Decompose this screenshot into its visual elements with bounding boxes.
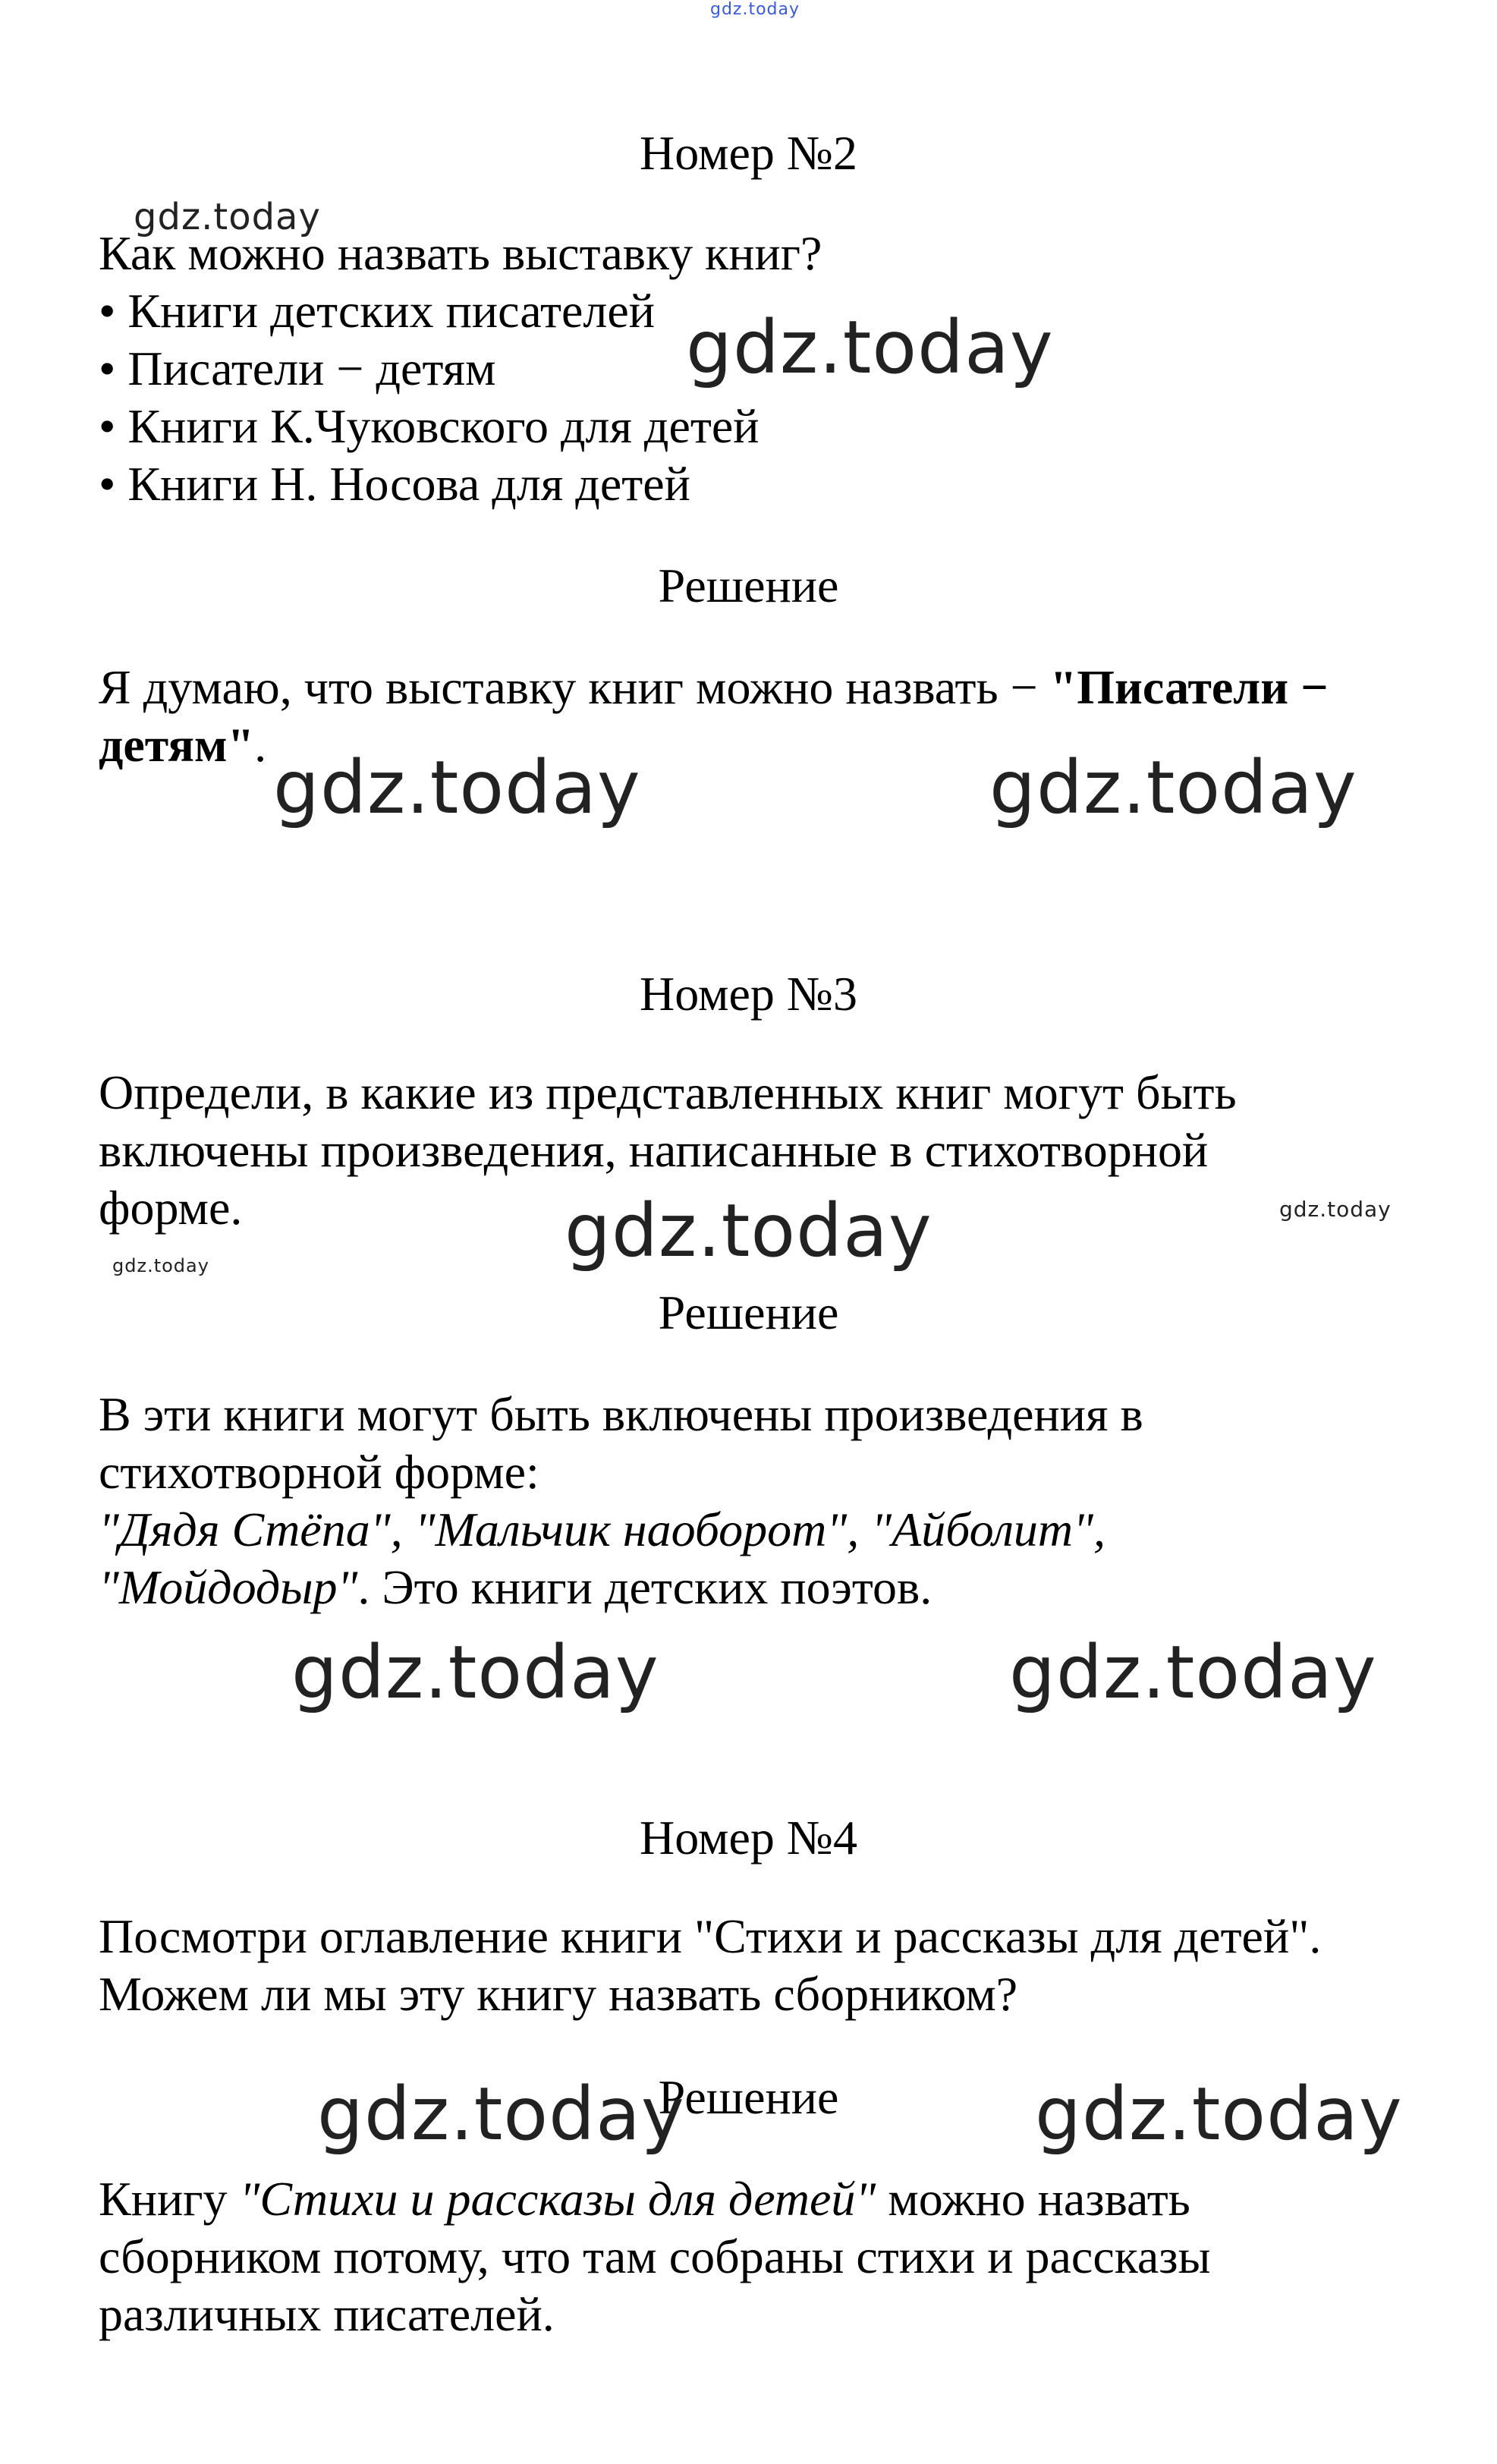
answer-text: Я думаю, что выставку книг можно назвать − (99, 660, 1050, 714)
section-heading-4: Номер №4 (640, 1811, 857, 1865)
watermark: gdz.today (134, 196, 321, 238)
answer-text: можно назвать (876, 2172, 1190, 2226)
watermark: gdz.today (1279, 1197, 1392, 1222)
watermark: gdz.today (1009, 1630, 1377, 1715)
solution-heading-2: Решение (658, 559, 839, 612)
answer-text: . Это книги детских поэтов. (357, 1560, 932, 1614)
answer-text: сборником потому, что там собраны стихи и рассказы (99, 2230, 1211, 2283)
answer-4 (99, 2170, 1457, 2343)
watermark: gdz.today (273, 745, 641, 830)
solution-heading-4: Решение (658, 2070, 839, 2124)
question-line: Определи, в какие из представленных книг могут быть (99, 1065, 1237, 1119)
answer-3 (99, 1386, 1457, 1616)
question-line: Как можно назвать выставку книг? (99, 226, 822, 280)
bullet-item: • Книги детских писателей (99, 282, 1457, 340)
answer-text: различных писателей. (99, 2287, 555, 2341)
answer-text: Книгу (99, 2172, 240, 2226)
question-line: Можем ли мы эту книгу назвать сборником? (99, 1967, 1018, 2021)
answer-text: . (254, 718, 267, 772)
watermark: gdz.today (989, 745, 1357, 830)
book-titles-italic: "Мойдодыр" (99, 1560, 358, 1614)
section-heading-2: Номер №2 (640, 126, 857, 180)
answer-text: стихотворной форме: (99, 1445, 539, 1499)
answer-bold: детям" (99, 718, 255, 772)
bullet-item: • Книги К.Чуковского для детей (99, 398, 1457, 455)
watermark: gdz.today (317, 2072, 685, 2157)
top-watermark: gdz.today (710, 0, 800, 19)
watermark: gdz.today (291, 1630, 659, 1715)
watermark: gdz.today (686, 305, 1054, 390)
bullet-item: • Писатели − детям (99, 340, 1457, 398)
book-title-italic: "Стихи и рассказы для детей" (239, 2172, 876, 2226)
answer-text: В эти книги могут быть включены произведения в (99, 1387, 1143, 1441)
section-heading-3: Номер №3 (640, 967, 857, 1021)
question-line: включены произведения, написанные в стихотворной (99, 1123, 1209, 1177)
question-line: форме. (99, 1181, 243, 1235)
question-4 (99, 1908, 1457, 2023)
answer-bold: "Писатели − (1049, 660, 1329, 714)
book-titles-italic: "Дядя Стёпа", "Мальчик наоборот", "Айболит", (99, 1503, 1105, 1556)
bullet-item: • Книги Н. Носова для детей (99, 455, 1457, 513)
watermark: gdz.today (112, 1255, 209, 1276)
watermark: gdz.today (565, 1188, 932, 1273)
watermark: gdz.today (1035, 2072, 1403, 2157)
solution-heading-3: Решение (658, 1285, 839, 1339)
question-line: Посмотри оглавление книги "Стихи и рассказы для детей". (99, 1909, 1322, 1963)
